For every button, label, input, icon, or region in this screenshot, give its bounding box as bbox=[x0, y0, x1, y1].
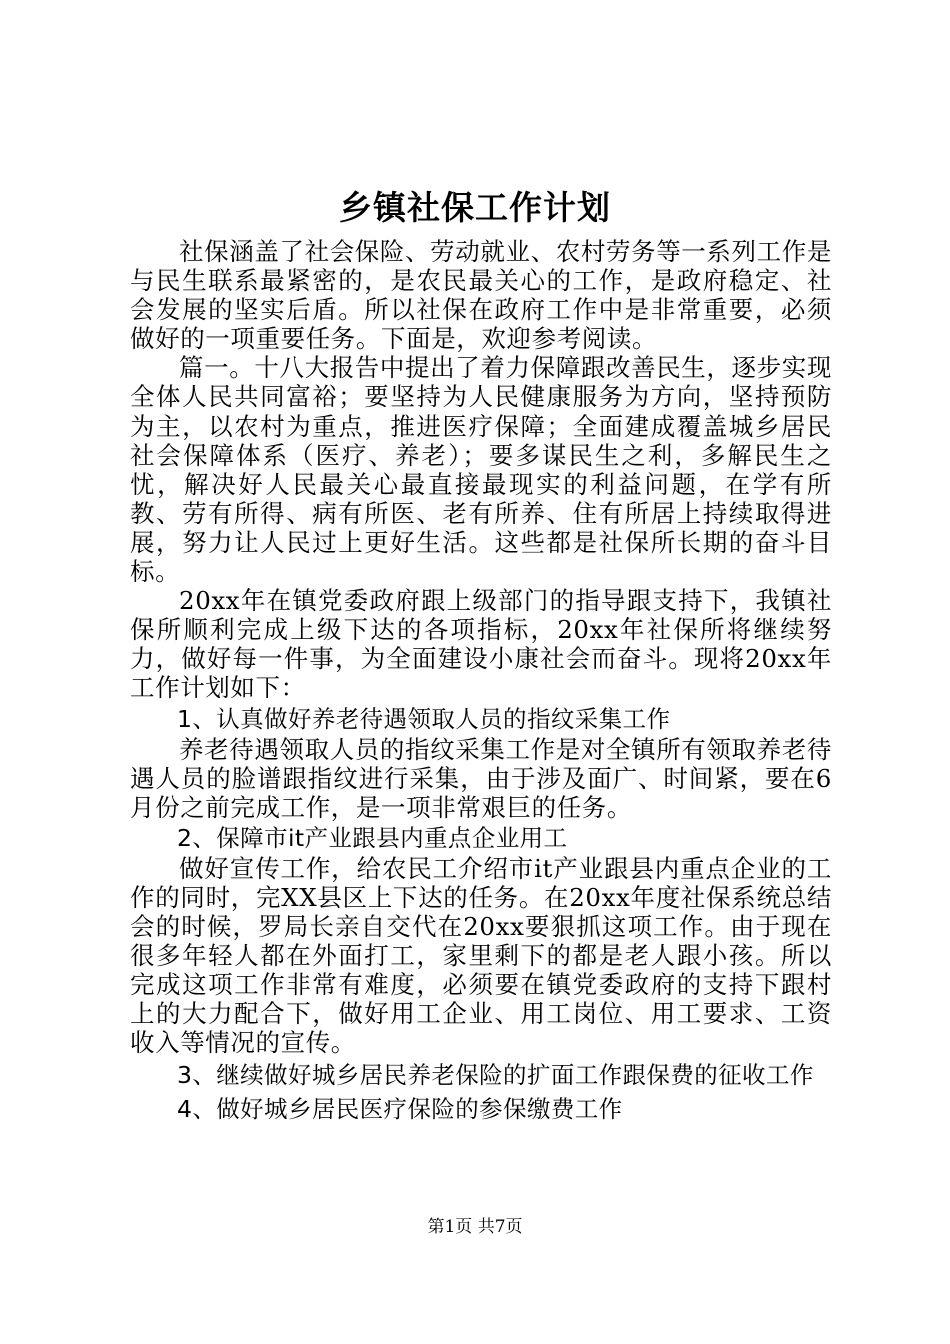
page-footer: 第1页 共7页 bbox=[427, 1217, 523, 1237]
section-one-paragraph: 篇一。十八大报告中提出了着力保障跟改善民生，逐步实现全体人民共同富裕；要坚持为人民健康服务为方向，坚持预防为主，以农村为重点，推进医疗保障；全面建成覆盖城乡居民社会保障体系（医疗、养老）；要多谋民生之利，多解民生之忧，解决好人民最关心最直接最现实的利益问题，在学有所教、劳有所得、病有所医、老有所养、住有所居上持续取得进展，努力让人民过上更好生活。这些都是社保所长期的奋斗目标。 bbox=[130, 353, 832, 587]
heading-2: 2、保障市it产业跟县内重点企业用工 bbox=[177, 823, 568, 852]
page-title: 乡镇社保工作计划 bbox=[339, 188, 611, 227]
heading-1: 1、认真做好养老待遇领取人员的指纹采集工作 bbox=[177, 704, 671, 733]
paragraph-2: 做好宣传工作，给农民工介绍市it产业跟县内重点企业的工作的同时，完XX县区上下达的任务。在20xx年度社保系统总结会的时候，罗局长亲自交代在20xx要狠抓这项工作。由于现在很多年轻人都在外面打工，家里剩下的都是老人跟小孩。所以完成这项工作非常有难度，必须要在镇党委政府的支持下跟村上的大力配合下，做好用工企业、用工岗位、用工要求、工资收入等情况的宣传。 bbox=[130, 853, 832, 1058]
heading-3: 3、继续做好城乡居民养老保险的扩面工作跟保费的征收工作 bbox=[177, 1061, 814, 1090]
paragraph-1: 养老待遇领取人员的指纹采集工作是对全镇所有领取养老待遇人员的脸谱跟指纹进行采集，由于涉及面广、时间紧，要在6月份之前完成工作，是一项非常艰巨的任务。 bbox=[130, 734, 832, 822]
intro-paragraph: 社保涵盖了社会保险、劳动就业、农村劳务等一系列工作是与民生联系最紧密的，是农民最关心的工作，是政府稳定、社会发展的坚实后盾。所以社保在政府工作中是非常重要，必须做好的一项重要任务。下面是，欢迎参考阅读。 bbox=[130, 237, 832, 354]
plan-intro-paragraph: 20xx年在镇党委政府跟上级部门的指导跟支持下，我镇社保所顺利完成上级下达的各项指标，20xx年社保所将继续努力，做好每一件事，为全面建设小康社会而奋斗。现将20xx年工作计划如下： bbox=[130, 586, 832, 703]
heading-4: 4、做好城乡居民医疗保险的参保缴费工作 bbox=[177, 1095, 623, 1124]
document-body bbox=[130, 237, 832, 1125]
